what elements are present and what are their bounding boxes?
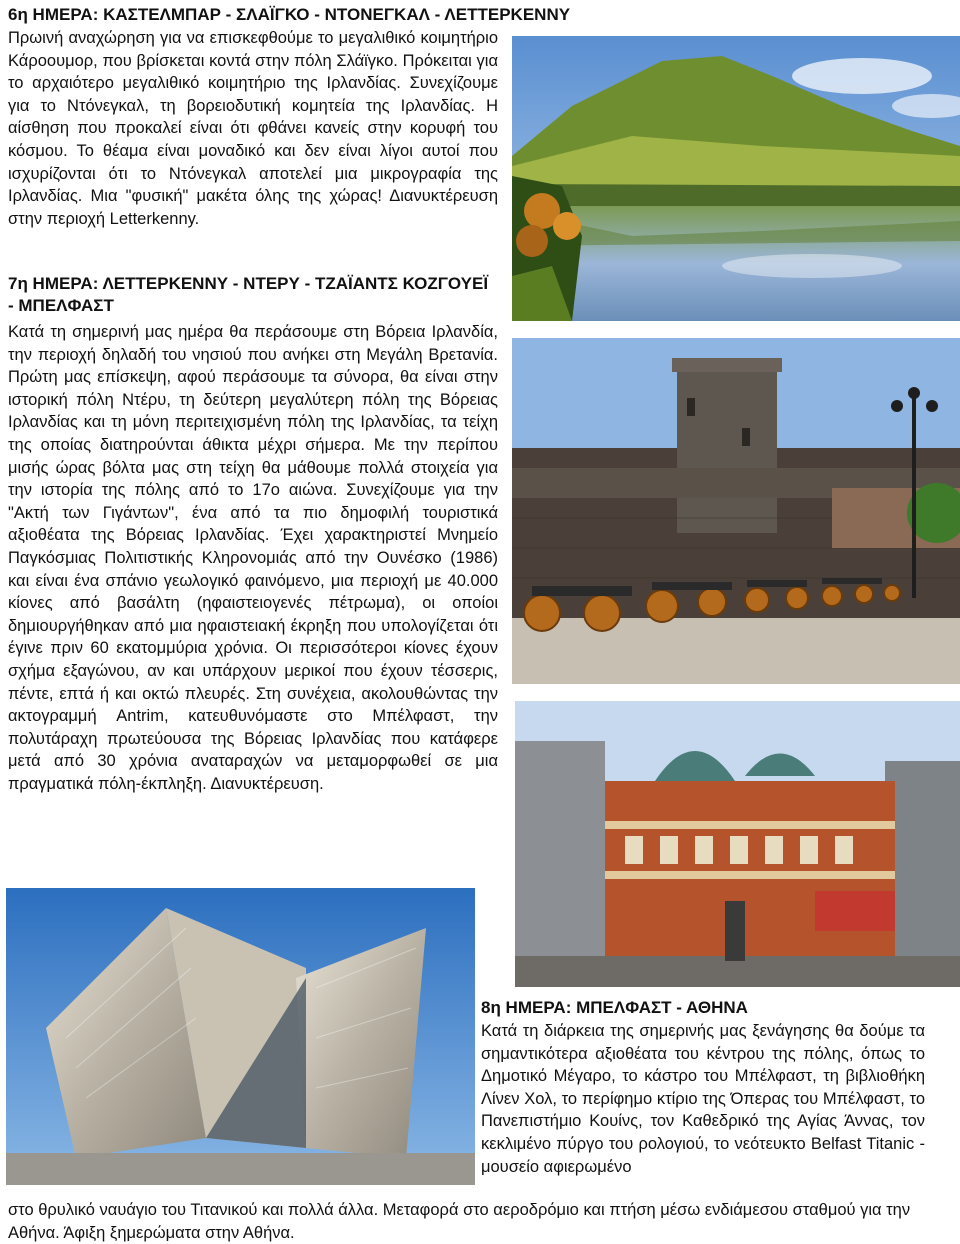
day8-continued <box>8 1199 938 1244</box>
day7-heading: 7η ΗΜΕΡΑ: ΛΕΤΤΕΡΚΕΝΝΥ - ΝΤΕΡΥ - ΤΖΑΪΑΝΤΣ ΚΟΖΓΟΥΕΪ - ΜΠΕΛΦΑΣΤ <box>8 274 489 315</box>
day7-section <box>8 273 498 795</box>
day7-text: Κατά τη σημερινή μας ημέρα θα περάσουμε στη Βόρεια Ιρλανδία, την περιοχή δηλαδή του νησιού που ανήκει στη Μεγάλη Βρετανία. Πρώτη μας επίσκεψη, αφού περάσουμε τα σύνορα, θα είναι στην ιστορική πόλη Ντέρυ, τη δεύτερη μεγαλύτερη πόλη της Βόρειας Ιρλανδίας και τη μόνη περιτειχισμένη πόλη της Ιρλανδίας, τα τείχη της οποίας διατηρούνται άθικτα μέχρι σήμερα. Με την περίπου μισής ώρας βόλτα μας στη τείχη θα μάθουμε πολλά στοιχεία για την ιστορία της πόλης από το 17ο αιώνα. Συνεχίζουμε για την "Ακτή των Γιγάντων", ένα από τα πιο δημοφιλή τουριστικά αξιοθέατα της Βόρειας Ιρλανδίας. Έχει χαρακτηριστεί Μνημείο Παγκόσμιας Πολιτιστικής Κληρονομιάς από την Ουνέσκο (1986) και είναι ένα σπάνιο γεωλογικό φαινόμενο, μια περιοχή με 40.000 κίονες από βασάλτη (ηφαιστειογενές πέτρωμα), οι οποίοι δημιουργήθηκαν από μια ηφαιστειακή έκρηξη που υπολογίζεται ότι έγινε πριν 60 εκατομμύρια χρόνια. Οι περισσότεροι κίονες έχουν σχήμα εξαγώνου, αν και υπάρχουν μερικοί που έχουν τέσσερις, πέντε, επτά ή και οκτώ πλευρές. Στη συνέχεια, ακολουθώντας την ακτογραμμή Antrim, κατευθυνόμαστε στο Μπέλφαστ, την πολυτάραχη πρωτεύουσα της Βόρειας Ιρλανδίας που κατάφερε μετά από 30 χρόνια αναταραχών να μεταμορφωθεί σε μια πραγματικά πόλη-έκπληξη. Διανυκτέρευση. <box>8 323 498 793</box>
derry-walls-photo <box>512 338 960 684</box>
day8-heading: 8η ΗΜΕΡΑ: ΜΠΕΛΦΑΣΤ - ΑΘΗΝΑ <box>481 998 748 1017</box>
day6-text: Πρωινή αναχώρηση για να επισκεφθούμε το μεγαλιθικό κοιμητήριο Κάροουμορ, που βρίσκεται κοντά στην πόλη Σλάϊγκο. Πρόκειται για το αρχαιότερο μεγαλιθικό κοιμητήριο της Ιρλανδίας. Συνεχίζουμε για το Ντόνεγκαλ, τη βορειοδυτική κομητεία της Ιρλανδίας. Η αίσθηση που προκαλεί είναι ότι φθάνει κανείς στην κορυφή του κόσμου. Το θέαμα είναι μοναδικό και δεν είναι λίγοι αυτοί που ισχυρίζονται ότι το Ντόνεγκαλ αποτελεί μια μικρογραφία της Ιρλανδίας. Μια "φυσική" μακέτα όλης της χώρας! Διανυκτέρευση στην περιοχή Letterkenny. <box>8 29 498 228</box>
day6-section <box>8 4 600 26</box>
titanic-belfast-photo <box>6 888 475 1185</box>
day6-body <box>8 27 498 230</box>
belfast-opera-photo <box>515 701 960 987</box>
day8-text-part2: στο θρυλικό ναυάγιο του Τιτανικού και πολλά άλλα. Μεταφορά στο αεροδρόμιο και πτήση μέσω ενδιάμεσου σταθμού για την Αθήνα. Άφιξη ξημερώματα στην Αθήνα. <box>8 1201 911 1242</box>
day6-heading: 6η ΗΜΕΡΑ: ΚΑΣΤΕΛΜΠΑΡ - ΣΛΑΪΓΚΟ - ΝΤΟΝΕΓΚΑΛ - ΛΕΤΤΕΡΚΕΝΝΥ <box>8 5 571 24</box>
day8-section <box>481 997 925 1178</box>
day8-text-part1: Κατά τη διάρκεια της σημερινής μας ξενάγησης θα δούμε τα σημαντικότερα αξιοθέατα του κέντρου της πόλης, όπως το Δημοτικό Μέγαρο, το κάστρο του Μπέλφαστ, τη βιβλιοθήκη Λίνεν Χολ, το περίφημο κτίριο της Όπερας του Μπέλφαστ, το Πανεπιστήμιο Κουίνς, τον Καθεδρικό της Αγίας Άννας, τον κεκλιμένο πύργο του ρολογιού, το νεότευκτο Belfast Titanic - μουσείο αφιερωμένο <box>481 1022 925 1176</box>
donegal-lake-photo <box>512 36 960 321</box>
